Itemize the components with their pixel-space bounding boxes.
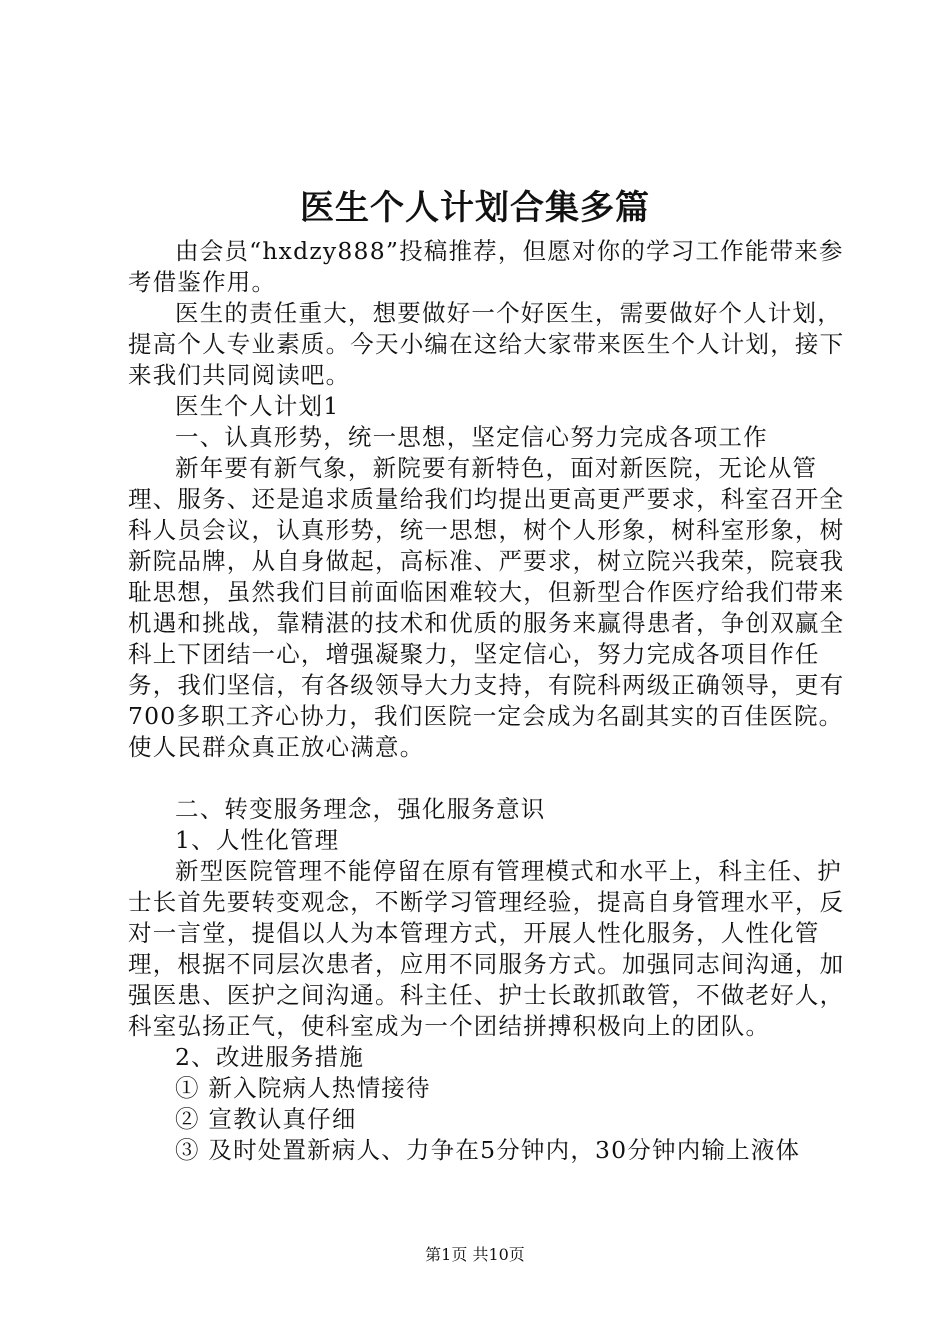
paragraph-humanized-management: 新型医院管理不能停留在原有管理模式和水平上，科主任、护士长首先要转变观念，不断学习管理经验，提高自身管理水平，反对一言堂，提倡以人为本管理方式，开展人性化服务，人性化管理，根据不同层次患者，应用不同服务方式。加强同志间沟通，加强医患、医护之间沟通。科主任、护士长敢抓敢管，不做老好人，科室弘扬正气，使科室成为一个团结拼搏积极向上的团队。: [128, 857, 845, 1040]
paragraph-preface: 医生的责任重大，想要做好一个好医生，需要做好个人计划，提高个人专业素质。今天小编在这给大家带来医生个人计划，接下来我们共同阅读吧。: [128, 299, 845, 389]
section-heading-1: 一、认真形势，统一思想，坚定信心努力完成各项工作: [175, 423, 768, 451]
page-footer: 第1页 共10页: [425, 1245, 525, 1264]
document-title: 医生个人计划合集多篇: [300, 188, 650, 228]
document-body: [128, 236, 848, 1166]
subheading-service-measures: 2、改进服务措施: [175, 1043, 365, 1071]
list-item-measure-3: ③ 及时处置新病人、力争在5分钟内，30分钟内输上液体: [175, 1136, 801, 1164]
paragraph-intro: 由会员“hxdzy888”投稿推荐，但愿对你的学习工作能带来参考借鉴作用。: [128, 237, 844, 296]
list-item-measure-2: ② 宣教认真仔细: [175, 1105, 357, 1133]
list-item-measure-1: ① 新入院病人热情接待: [175, 1074, 431, 1102]
paragraph-section-1: 新年要有新气象，新院要有新特色，面对新医院，无论从管理、服务、还是追求质量给我们均提出更高更严要求，科室召开全科人员会议，认真形势，统一思想，树个人形象，树科室形象，树新院品牌，从自身做起，高标准、严要求，树立院兴我荣，院衰我耻思想，虽然我们目前面临困难较大，但新型合作医疗给我们带来机遇和挑战，靠精湛的技术和优质的服务来赢得患者，争创双赢全科上下团结一心，增强凝聚力，坚定信心，努力完成各项目作任务，我们坚信，有各级领导大力支持，有院科两级正确领导，更有700多职工齐心协力，我们医院一定会成为名副其实的百佳医院。使人民群众真正放心满意。: [128, 454, 845, 761]
subheading-humanized-management: 1、人性化管理: [175, 826, 340, 854]
section-heading-plan-1: 医生个人计划1: [175, 392, 340, 420]
section-heading-2: 二、转变服务理念，强化服务意识: [175, 795, 546, 823]
